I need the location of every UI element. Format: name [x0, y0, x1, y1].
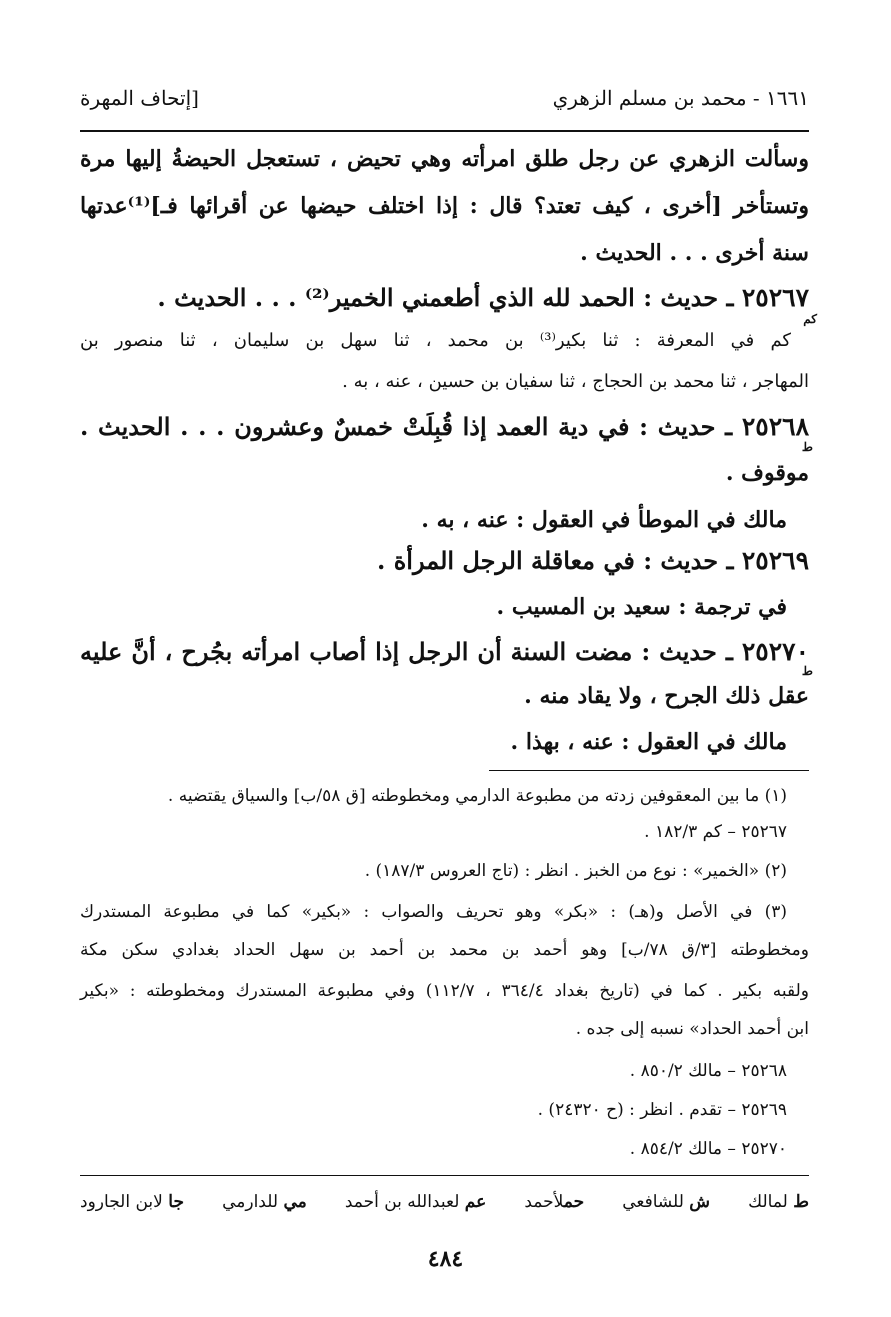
- body-line: وتستأخر [أخرى ، كيف تعتد؟ قال : إذا اختلف حيضها عن أقرائها فـ]⁽¹⁾عدتها: [80, 193, 809, 219]
- legend-item: حملأحمد: [524, 1192, 585, 1212]
- hadith-25267: [157, 283, 809, 312]
- legend-item: مي للدارمي: [222, 1192, 307, 1212]
- hadith-number: ٢٥٢٦٨: [741, 412, 809, 441]
- footnote-line: (١) ما بين المعقوفين زدته من مطبوعة الدارمي ومخطوطته [ق ٥٨/ب] والسياق يقتضيه .: [167, 786, 787, 806]
- running-header: [80, 86, 809, 126]
- footnote-rule: [489, 770, 809, 771]
- legend-item: ط لمالك: [748, 1192, 809, 1212]
- source-line: في ترجمة : سعيد بن المسيب .: [496, 594, 787, 620]
- footnote-line: ٢٥٢٦٩ – تقدم . انظر : (ح ٢٤٣٢٠) .: [537, 1100, 787, 1120]
- body-line: موقوف .: [725, 460, 809, 486]
- header-rule: [80, 130, 809, 132]
- hadith-text: ـ حديث : الحمد لله الذي أطعمني الخمير⁽²⁾ . . . الحديث .: [157, 283, 734, 312]
- body-line: سنة أخرى . . . الحديث .: [580, 240, 809, 266]
- hadith-number: ٢٥٢٦٧: [741, 283, 809, 312]
- footnote-line: ابن أحمد الحداد» نسبه إلى جده .: [575, 1019, 809, 1039]
- legend-item: جا لابن الجارود: [80, 1192, 184, 1212]
- footnote-line: ومخطوطته [٣/ق ٧٨/ب] وهو أحمد بن محمد بن أحمد بن سهل الحداد بغدادي سكن مكة: [80, 940, 809, 960]
- hadith-text: ـ حديث : في دية العمد إذا قُبِلَتْ خمسٌ وعشرون . . . الحديث .: [80, 412, 733, 441]
- collection-marker: كم: [803, 312, 817, 326]
- collection-marker: ط: [801, 664, 813, 678]
- source-line: المهاجر ، ثنا محمد بن الحجاج ، ثنا سفيان بن حسين ، عنه ، به .: [342, 371, 809, 392]
- footnote-line: (٣) في الأصل و(هـ) : «بكر» وهو تحريف والصواب : «بكير» كما في مطبوعة المستدرك: [80, 902, 787, 922]
- hadith-25268: [80, 412, 809, 441]
- footnote-line: ٢٥٢٦٨ – مالك ٨٥٠/٢ .: [629, 1061, 787, 1081]
- footnote-line: (٢) «الخمير» : نوع من الخبز . انظر : (تاج العروس ١٨٧/٣) .: [364, 861, 787, 881]
- source-line: كم في المعرفة : ثنا بكير⁽³⁾ بن محمد ، ثنا سهل بن سليمان ، ثنا منصور بن: [80, 330, 791, 351]
- body-line: عقل ذلك الجرح ، ولا يقاد منه .: [524, 683, 809, 709]
- hadith-number: ٢٥٢٧٠: [741, 637, 809, 666]
- header-book-title: [إتحاف المهرة: [80, 86, 199, 110]
- page-number: ٤٨٤: [427, 1246, 464, 1272]
- hadith-number: ٢٥٢٦٩: [741, 546, 809, 575]
- body-line: وسألت الزهري عن رجل طلق امرأته وهي تحيض ، تستعجل الحيضةُ إليها مرة: [80, 146, 809, 172]
- source-line: مالك في العقول : عنه ، بهذا .: [510, 729, 787, 755]
- hadith-text: ـ حديث : في معاقلة الرجل المرأة .: [377, 546, 734, 575]
- hadith-25270: [80, 637, 809, 666]
- legend-item: ش للشافعي: [622, 1192, 711, 1212]
- hadith-text: ـ حديث : مضت السنة أن الرجل إذا أصاب امرأته بجُرح ، أنَّ عليه: [80, 637, 733, 666]
- header-hadith-ref: ١٦٦١ - محمد بن مسلم الزهري: [552, 86, 809, 110]
- abbreviation-legend: [80, 1192, 809, 1212]
- footnote-line: ٢٥٢٦٧ – كم ١٨٢/٣ .: [644, 822, 787, 842]
- hadith-25269: [377, 546, 809, 575]
- footnote-line: ولقبه بكير . كما في (تاريخ بغداد ٣٦٤/٤ ، ١١٢/٧) وفي مطبوعة المستدرك ومخطوطته : «بكير: [80, 981, 809, 1001]
- footnote-line: ٢٥٢٧٠ – مالك ٨٥٤/٢ .: [629, 1139, 787, 1159]
- collection-marker: ط: [801, 440, 813, 454]
- source-line: مالك في الموطأ في العقول : عنه ، به .: [421, 507, 787, 533]
- legend-item: عم لعبدالله بن أحمد: [344, 1192, 487, 1212]
- legend-rule: [80, 1175, 809, 1176]
